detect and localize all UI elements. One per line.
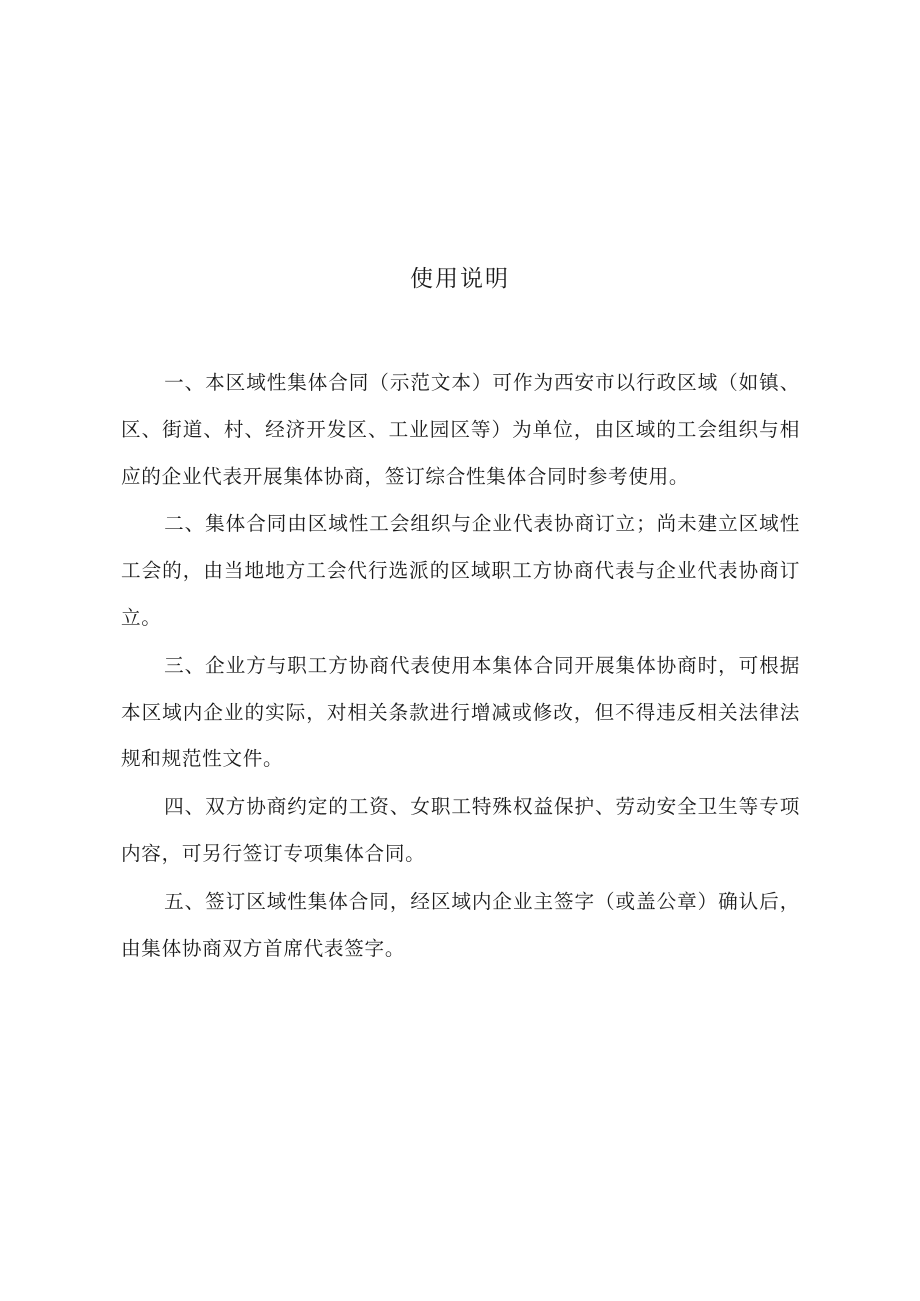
paragraph-1: 一、本区域性集体合同（示范文本）可作为西安市以行政区域（如镇、区、街道、村、经济开发区、工业园区等）为单位，由区域的工会组织与相应的企业代表开展集体协商，签订综合性集体合同时参考使用。: [121, 371, 800, 488]
paragraph-5: 五、签订区域性集体合同，经区域内企业主签字（或盖公章）确认后，由集体协商双方首席代表签字。: [121, 889, 800, 960]
paragraph-4: 四、双方协商约定的工资、女职工特殊权益保护、劳动安全卫生等专项内容，可另行签订专项集体合同。: [121, 795, 800, 865]
paragraph-3: 三、企业方与职工方协商代表使用本集体合同开展集体协商时，可根据本区域内企业的实际，对相关条款进行增减或修改，但不得违反相关法律法规和规范性文件。: [121, 653, 800, 771]
document-body: [121, 360, 800, 973]
page-title: 使用说明: [410, 266, 510, 292]
paragraph-2: 二、集体合同由区域性工会组织与企业代表协商订立；尚未建立区域性工会的，由当地地方工会代行选派的区域职工方协商代表与企业代表协商订立。: [121, 512, 800, 629]
